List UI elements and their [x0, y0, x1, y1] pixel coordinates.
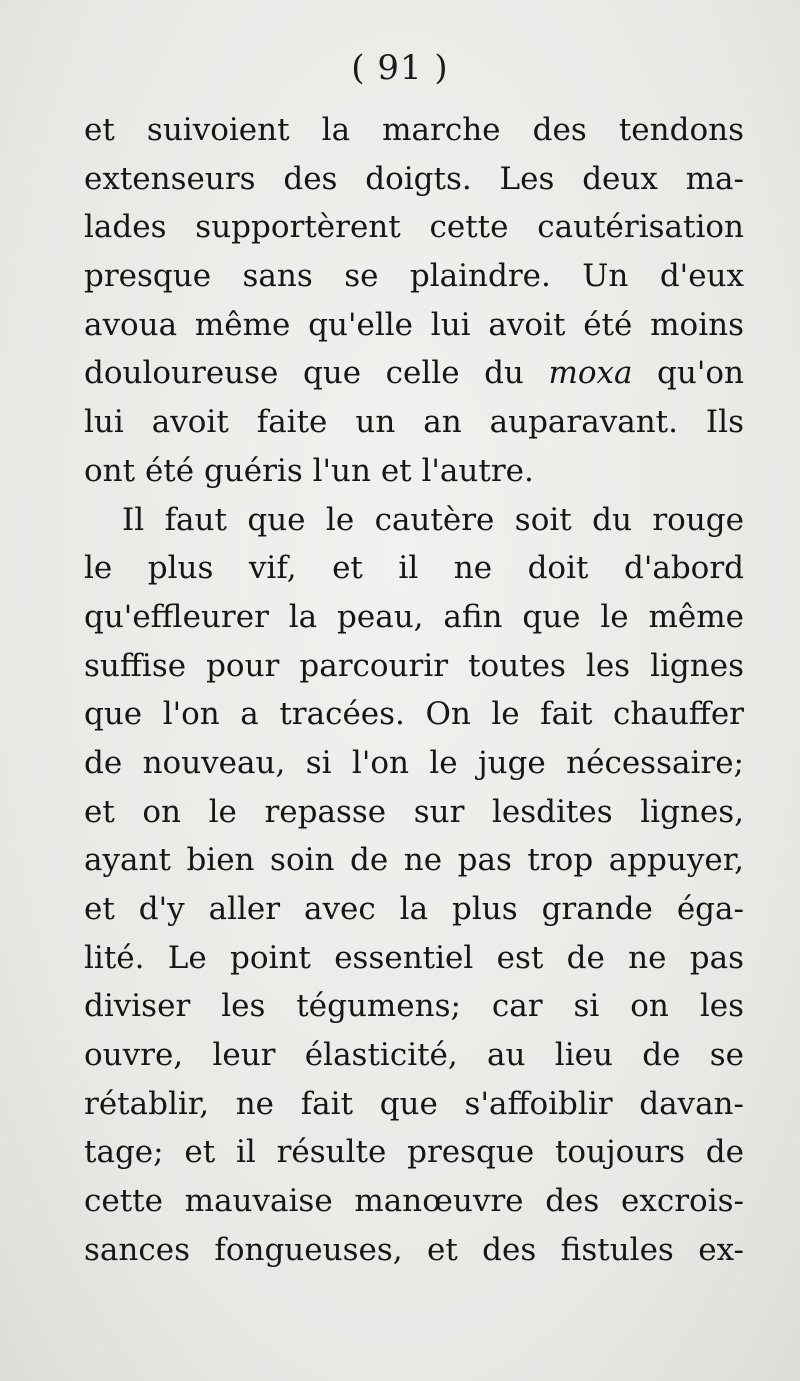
- text-line: et suivoient la marche des tendons: [84, 112, 744, 148]
- text-line: et d'y aller avec la plus grande éga-: [84, 891, 744, 927]
- text-line: lité. Le point essentiel est de ne pas: [84, 939, 744, 976]
- text-line: lades supportèrent cette cautérisation: [84, 209, 744, 246]
- text-line: extenseurs des doigts. Les deux ma-: [84, 160, 744, 197]
- text-line: et on le repasse sur lesdites lignes,: [84, 793, 744, 830]
- text-line: que l'on a tracées. On le fait chauffer: [84, 696, 744, 733]
- text-line: presque sans se plaindre. Un d'eux: [84, 258, 744, 295]
- text-segment: douloureuse que celle du: [84, 355, 549, 392]
- text-line: sances fongueuses, et des fistules ex-: [84, 1231, 744, 1268]
- text-line: ayant bien soin de ne pas trop appuyer,: [84, 842, 744, 879]
- text-line: qu'effleurer la peau, afin que le même: [84, 598, 744, 635]
- text-line: ouvre, leur élasticité, au lieu de se: [84, 1037, 744, 1074]
- text-line: avoua même qu'elle lui avoit été moins: [84, 306, 744, 343]
- text-line: le plus vif, et il ne doit d'abord: [84, 550, 744, 587]
- text-line: cette mauvaise manœuvre des excrois-: [84, 1183, 744, 1220]
- text-line: lui avoit faite un an auparavant. Ils: [84, 404, 744, 441]
- body-text: [84, 106, 744, 1275]
- text-line: ont été guéris l'un et l'autre.: [84, 452, 534, 489]
- text-line: tage; et il résulte presque toujours de: [84, 1134, 744, 1171]
- text-segment: qu'on: [632, 355, 744, 392]
- italic-term: moxa: [548, 355, 633, 392]
- text-line: [84, 349, 744, 398]
- text-line: suffise pour parcourir toutes les lignes: [84, 647, 744, 684]
- page-number: ( 91 ): [351, 48, 449, 88]
- text-line: Il faut que le cautère soit du rouge: [122, 501, 744, 538]
- text-line: rétablir, ne fait que s'affoiblir davan-: [84, 1085, 744, 1122]
- text-line: diviser les tégumens; car si on les: [84, 988, 744, 1025]
- text-line: de nouveau, si l'on le juge nécessaire;: [84, 744, 744, 781]
